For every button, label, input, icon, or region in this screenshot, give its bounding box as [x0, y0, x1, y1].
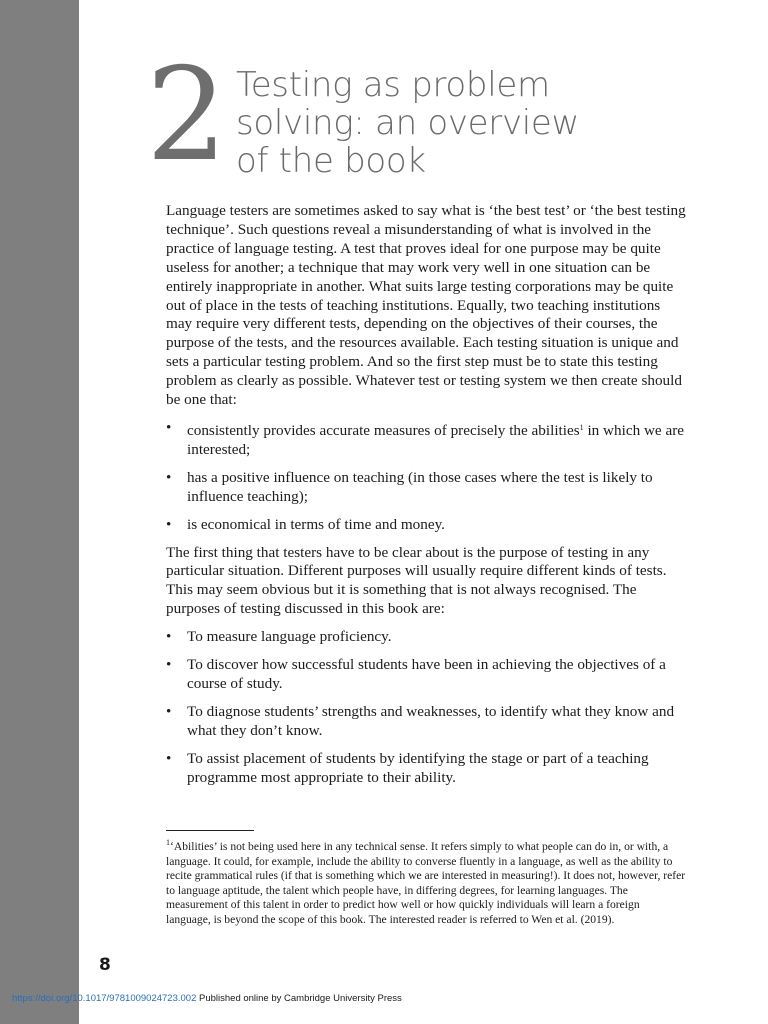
chapter-title [236, 66, 656, 180]
body-text [166, 202, 687, 796]
list-item: • is economical in terms of time and money. [166, 515, 445, 533]
chapter-title-line: of the book [236, 141, 426, 181]
list-item: • To diagnose students’ strengths and weaknesses, to identify what they know and what they don’t know. [166, 702, 675, 739]
chapter-number: 2 [146, 41, 228, 190]
second-paragraph: The first thing that testers have to be clear about is the purpose of testing in any particular situation. Different purposes will usually require different kinds of tests. This may seem obvious but it is something that is not always recognised. The purposes of testing discussed in this book are: [166, 543, 667, 618]
list-item: • To measure language proficiency. [166, 628, 392, 646]
chapter-title-line: Testing as problem [236, 65, 550, 105]
chapter-title-line: solving: an overview [236, 103, 580, 143]
bullet: • [166, 515, 172, 533]
doi-line [12, 993, 402, 1004]
purposes-list [166, 628, 687, 787]
bullet: • [166, 468, 172, 486]
doi-link[interactable]: https://doi.org/10.1017/9781009024723.002 [12, 993, 197, 1004]
footnote-ref[interactable]: 1 [579, 422, 584, 432]
footnote-text: ‘Abilities’ is not being used here in any technical sense. It refers simply to what people can do in, or with, a language. It could, for example, include the ability to converse fluently in a language, as well as the ability to recite grammatical rules (if that is something which we are interested in measuring!). It does not, however, refer to language aptitude, the talent which people have, in differing degrees, for learning languages. The measurement of this talent in order to predict how well or how quickly individuals will learn a foreign language, is beyond the scope of this book. The interested reader is referred to Wen et al. (2019). [166, 840, 686, 926]
list-item: • has a positive influence on teaching (in those cases where the test is likely to influence teaching); [166, 468, 653, 505]
publisher-note: Published online by Cambridge University Press [196, 993, 402, 1004]
footnote [166, 836, 687, 928]
bullet: • [166, 628, 172, 646]
intro-paragraph: Language testers are sometimes asked to say what is ‘the best test’ or ‘the best testing technique’. Such questions reveal a misunderstanding of what is involved in the practice of language testing. A test that proves ideal for one purpose may be quite useless for another; a technique that may work very well in one situation can be entirely inappropriate in another. What suits large testing corporations may be quite out of place in the tests of teaching institutions. Equally, two teaching institutions may require very different tests, depending on the objectives of their courses, the purpose of the tests, and the resources available. Each testing situation is unique and sets a particular testing problem. And so the first step must be to state this testing problem as clearly as possible. Whatever test or testing system we then create should be one that: [166, 202, 686, 409]
list-item: • To discover how successful students have been in achieving the objectives of a course of study. [166, 656, 666, 692]
side-bar [0, 0, 79, 1024]
bullet: • [166, 656, 172, 674]
list-item: • consistently provides accurate measures of precisely the abilities$^1$ in which we are interested; [166, 418, 685, 458]
page-number: 8 [99, 955, 111, 975]
bullet: • [166, 749, 172, 767]
list-item: • To assist placement of students by identifying the stage or part of a teaching programme most appropriate to their ability. [166, 749, 649, 786]
footnote-divider [166, 830, 254, 831]
bullet: • [166, 418, 172, 436]
footnote-marker: 1 [166, 838, 170, 847]
criteria-list [166, 419, 687, 535]
bullet: • [166, 702, 172, 720]
